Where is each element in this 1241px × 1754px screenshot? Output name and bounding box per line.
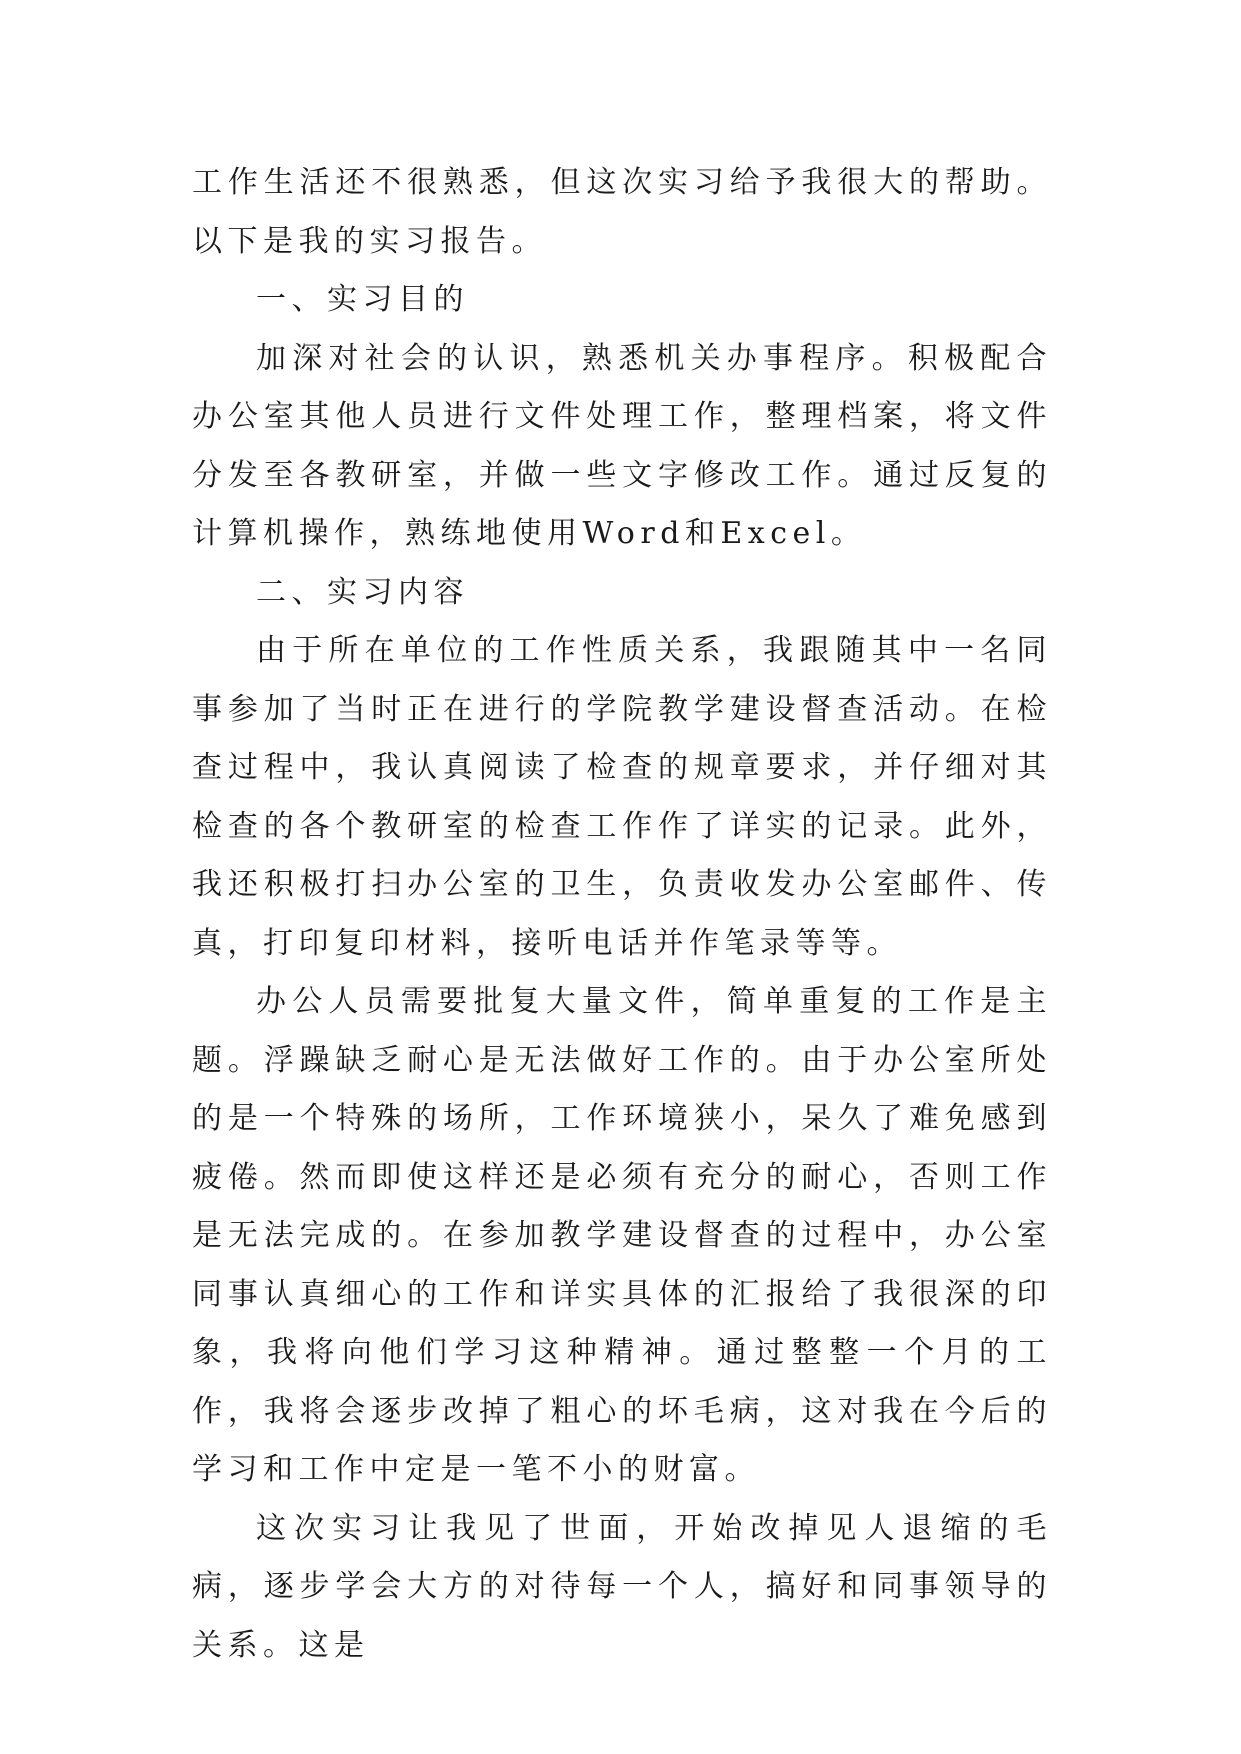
- heading-internship-content: 二、实习内容: [256, 574, 469, 610]
- paragraph-purpose-details: 加深对社会的认识，熟悉机关办事程序。积极配合办公室其他人员进行文件处理工作，整理档案，将文件分发至各教研室，并做一些文字修改工作。通过反复的计算机操作，熟练地使用Word和Excel。: [192, 340, 1052, 551]
- paragraph-content-details: 由于所在单位的工作性质关系，我跟随其中一名同事参加了当时正在进行的学院教学建设督查活动。在检查过程中，我认真阅读了检查的规章要求，并仔细对其检查的各个教研室的检查工作作了详实的记录。此外，我还积极打扫办公室的卫生，负责收发办公室邮件、传真，打印复印材料，接听电话并作笔录等等。: [192, 633, 1052, 961]
- paragraph-intro-continuation: 工作生活还不很熟悉，但这次实习给予我很大的帮助。以下是我的实习报告。: [192, 165, 1052, 259]
- paragraph-office-work-reflection: 办公人员需要批复大量文件，简单重复的工作是主题。浮躁缺乏耐心是无法做好工作的。由于办公室所处的是一个特殊的场所，工作环境狭小，呆久了难免感到疲倦。然而即使这样还是必须有充分的耐心，否则工作是无法完成的。在参加教学建设督查的过程中，办公室同事认真细心的工作和详实具体的汇报给了我很深的印象，我将向他们学习这种精神。通过整整一个月的工作，我将会逐步改掉了粗心的坏毛病，这对我在今后的学习和工作中定是一笔不小的财富。: [192, 984, 1052, 1487]
- paragraph-internship-gains: 这次实习让我见了世面，开始改掉见人退缩的毛病，逐步学会大方的对待每一个人，搞好和同事领导的关系。这是: [192, 1510, 1052, 1663]
- document-body: [192, 154, 1052, 1675]
- heading-internship-purpose: 一、实习目的: [256, 282, 469, 317]
